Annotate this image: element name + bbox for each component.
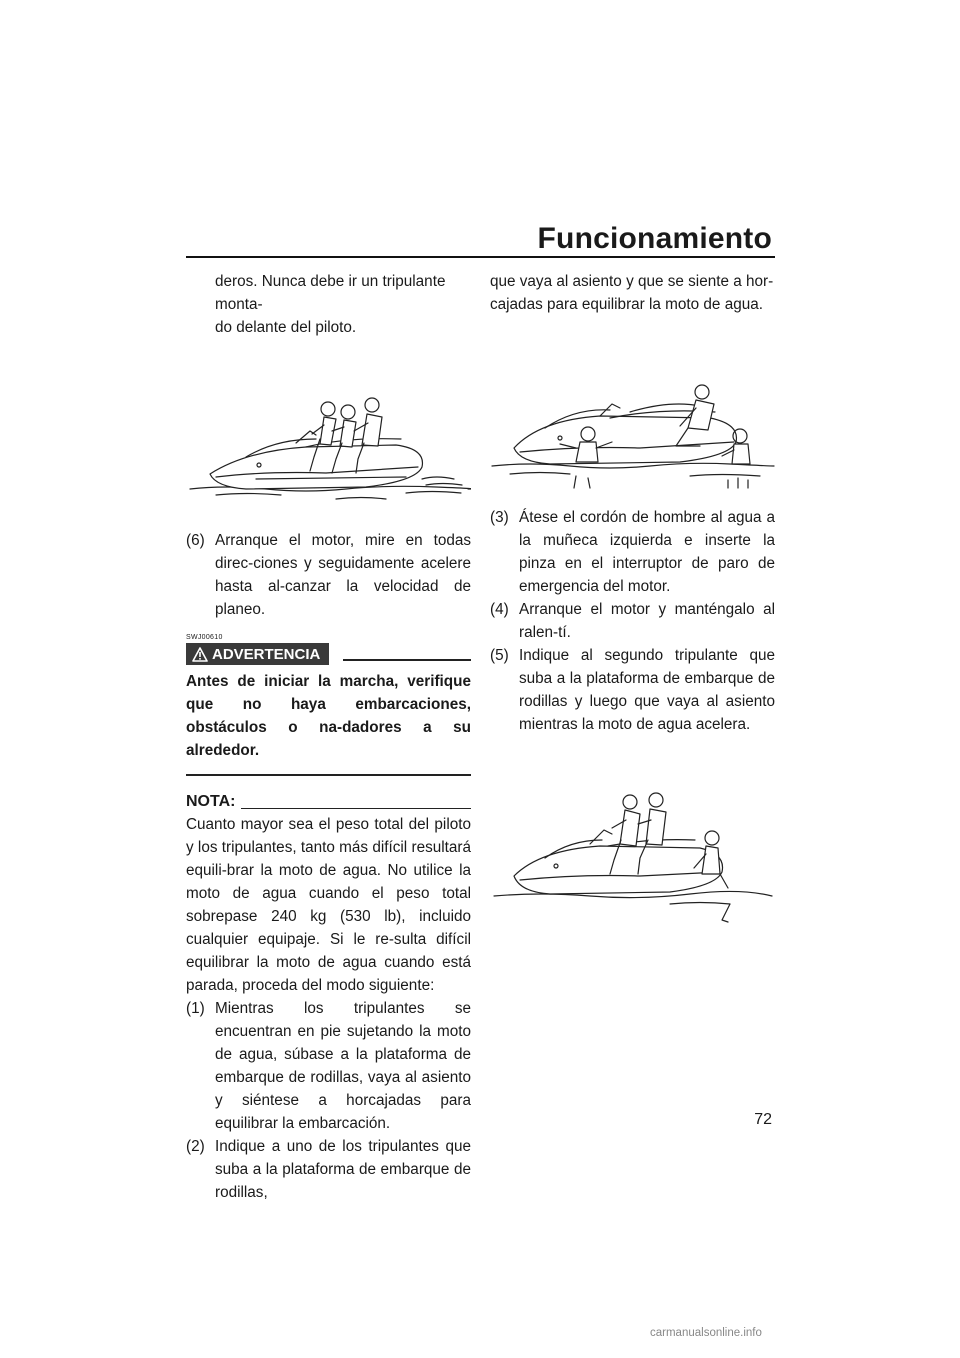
step-4-number: (4) (490, 601, 509, 618)
warning-header (186, 643, 471, 665)
jetski-second-rider-illustration (490, 764, 775, 944)
warning-triangle-icon (192, 647, 208, 662)
right-intro-line2: cajadas para equilibrar la moto de agua. (490, 296, 763, 313)
step-3-text: Átese el cordón de hombre al agua a la muñeca izquierda e inserte la pinza en el interruptor de paro de emergencia del motor. (519, 509, 775, 595)
right-column (490, 270, 775, 944)
nota-text: Cuanto mayor sea el peso total del piloto y los tripulantes, tanto más difícil resultará equili-brar la moto de agua. No utilice la moto de agua cuando el peso total sobrepase 240 kg (530 lb), incluido cualquier equipaje. Si le re-sulta difícil equilibrar la moto de agua cuando está parada, proceda del modo siguiente: (186, 816, 471, 994)
step-6 (186, 529, 471, 621)
warning-code: SWJ00610 (186, 634, 223, 641)
jetski-boarding-illustration (490, 316, 775, 506)
left-column (186, 270, 471, 1204)
step-5-text: Indique al segundo tripulante que suba a la plataforma de embarque de rodillas y luego que vaya al asiento mientras la moto de agua acelera. (519, 647, 775, 733)
step-3-number: (3) (490, 509, 509, 526)
figure-three-riders (186, 339, 471, 529)
step-1-text: Mientras los tripulantes se encuentran en pie sujetando la moto de agua, súbase a la plataforma de embarque de rodillas, vaya al asiento y siéntese a horcajadas para equilibrar la embarcación. (215, 1000, 471, 1132)
jetski-three-riders-illustration (186, 339, 471, 529)
step-1 (186, 997, 471, 1135)
warning-text: Antes de iniciar la marcha, verifique que no haya embarcaciones, obstáculos o na-dadores a su alrededor. (186, 673, 471, 759)
warning-end-rule (186, 774, 471, 776)
figure-boarding-from-water (490, 316, 775, 506)
watermark: carmanualsonline.info (650, 1327, 762, 1339)
left-intro-line1: deros. Nunca debe ir un tripulante monta- (215, 273, 446, 313)
warning-badge (186, 643, 329, 665)
step-6-text: Arranque el motor, mire en todas direc-ciones y seguidamente acelere hasta al-canzar la velocidad de planeo. (215, 532, 471, 618)
step-4 (490, 598, 775, 644)
right-intro-line1: que vaya al asiento y que se siente a hor- (490, 273, 774, 290)
step-4-text: Arranque el motor y manténgalo al ralen-tí. (519, 601, 775, 641)
header-rule (186, 256, 775, 258)
step-3 (490, 506, 775, 598)
warning-label: ADVERTENCIA (212, 645, 321, 663)
page-title: Funcionamiento (537, 222, 772, 255)
figure-second-rider-boarding (490, 764, 775, 944)
step-2 (186, 1135, 471, 1204)
step-5 (490, 644, 775, 736)
step-5-number: (5) (490, 647, 509, 664)
page-number: 72 (754, 1111, 772, 1128)
warning-rule (343, 659, 471, 661)
nota-header (186, 790, 471, 813)
step-6-number: (6) (186, 532, 205, 549)
step-1-number: (1) (186, 1000, 205, 1017)
nota-rule (241, 808, 471, 809)
step-2-text: Indique a uno de los tripulantes que suba a la plataforma de embarque de rodillas, (215, 1138, 471, 1201)
nota-label: NOTA: (186, 793, 236, 810)
left-intro-line2: do delante del piloto. (215, 319, 357, 336)
step-2-number: (2) (186, 1138, 205, 1155)
